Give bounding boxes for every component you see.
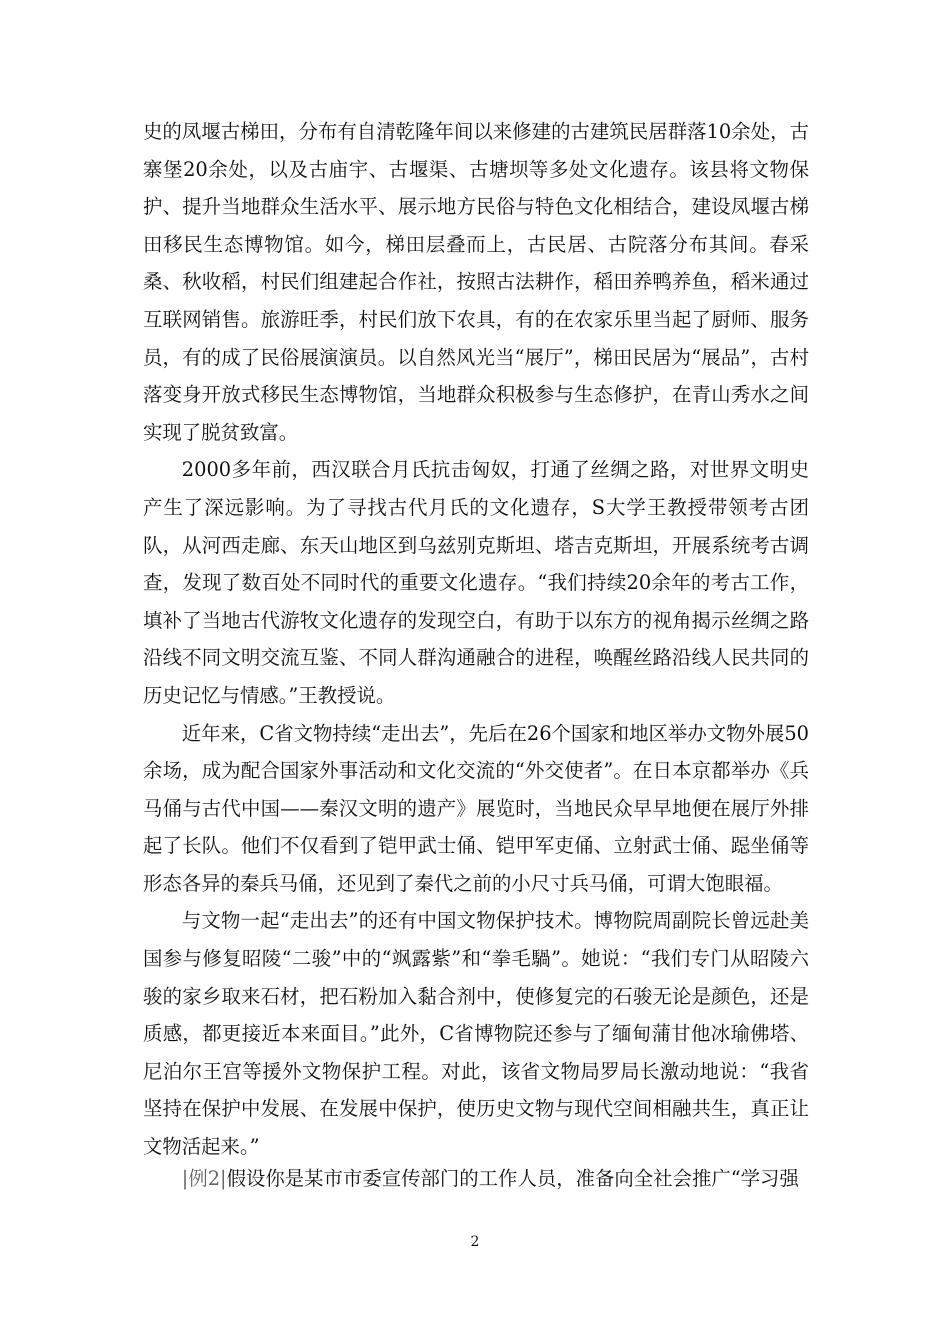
paragraph-relics-exhibitions: 近年来，C省文物持续“走出去”，先后在26个国家和地区举办文物外展50余场，成为配合国家外事活动和文化交流的“外交使者”。在日本京都举办《兵马俑与古代中国——秦汉文明的遗产》展览时，当地民众早早地便在展厅外排起了长队。他们不仅看到了铠甲武士俑、铠甲军吏俑、立射武士俑、跽坐俑等形态各异的秦兵马俑，还见到了秦代之前的小尺寸兵马俑，可谓大饱眼福。 [143, 721, 809, 895]
paragraph-silk-road: 2000多年前，西汉联合月氏抗击匈奴，打通了丝绸之路，对世界文明史产生了深远影响。为了寻找古代月氏的文化遗存，S大学王教授带领考古团队，从河西走廊、东天山地区到乌兹别克斯坦、塔吉克斯坦，开展系统考古调查，发现了数百处不同时代的重要文化遗存。“我们持续20余年的考古工作，填补了当地古代游牧文化遗存的发现空白，有助于以东方的视角揭示丝绸之路沿线不同文明交流互鉴、不同人群沟通融合的进程，唤醒丝路沿线人民共同的历史记忆与情感。”王教授说。 [143, 458, 809, 707]
page-number: 2 [470, 1234, 480, 1250]
example-text: 假设你是某市市委宣传部门的工作人员，准备向全社会推广“学习强 [226, 1167, 799, 1190]
example-tag: |例2| [181, 1167, 227, 1190]
example-2 [143, 1160, 809, 1198]
document-body [143, 113, 809, 1166]
paragraph-terraced-fields: 史的凤堰古梯田，分布有自清乾隆年间以来修建的古建筑民居群落10余处，古寨堡20余处，以及古庙宇、古堰渠、古塘坝等多处文化遗存。该县将文物保护、提升当地群众生活水平、展示地方民俗与特色文化相结合，建设凤堰古梯田移民生态博物馆。如今，梯田层叠而上，古民居、古院落分布其间。春采桑、秋收稻，村民们组建起合作社，按照古法耕作，稻田养鸭养鱼，稻米通过互联网销售。旅游旺季，村民们放下农具，有的在农家乐里当起了厨师、服务员，有的成了民俗展演演员。以自然风光当“展厅”，梯田民居为“展品”，古村落变身开放式移民生态博物馆，当地群众积极参与生态修护，在青山秀水之间实现了脱贫致富。 [143, 120, 809, 444]
paragraph-protection-technology: 与文物一起“走出去”的还有中国文物保护技术。博物院周副院长曾远赴美国参与修复昭陵“二骏”中的“飒露紫”和“拳毛騧”。她说：“我们专门从昭陵六骏的家乡取来石材，把石粉加入黏合剂中，使修复完的石骏无论是颜色，还是质感，都更接近本来面目。”此外，C省博物院还参与了缅甸蒲甘他冰瑜佛塔、尼泊尔王宫等援外文物保护工程。对此，该省文物局罗局长激动地说：“我省坚持在保护中发展、在发展中保护，使历史文物与现代空间相融共生，真正让文物活起来。” [143, 909, 809, 1159]
